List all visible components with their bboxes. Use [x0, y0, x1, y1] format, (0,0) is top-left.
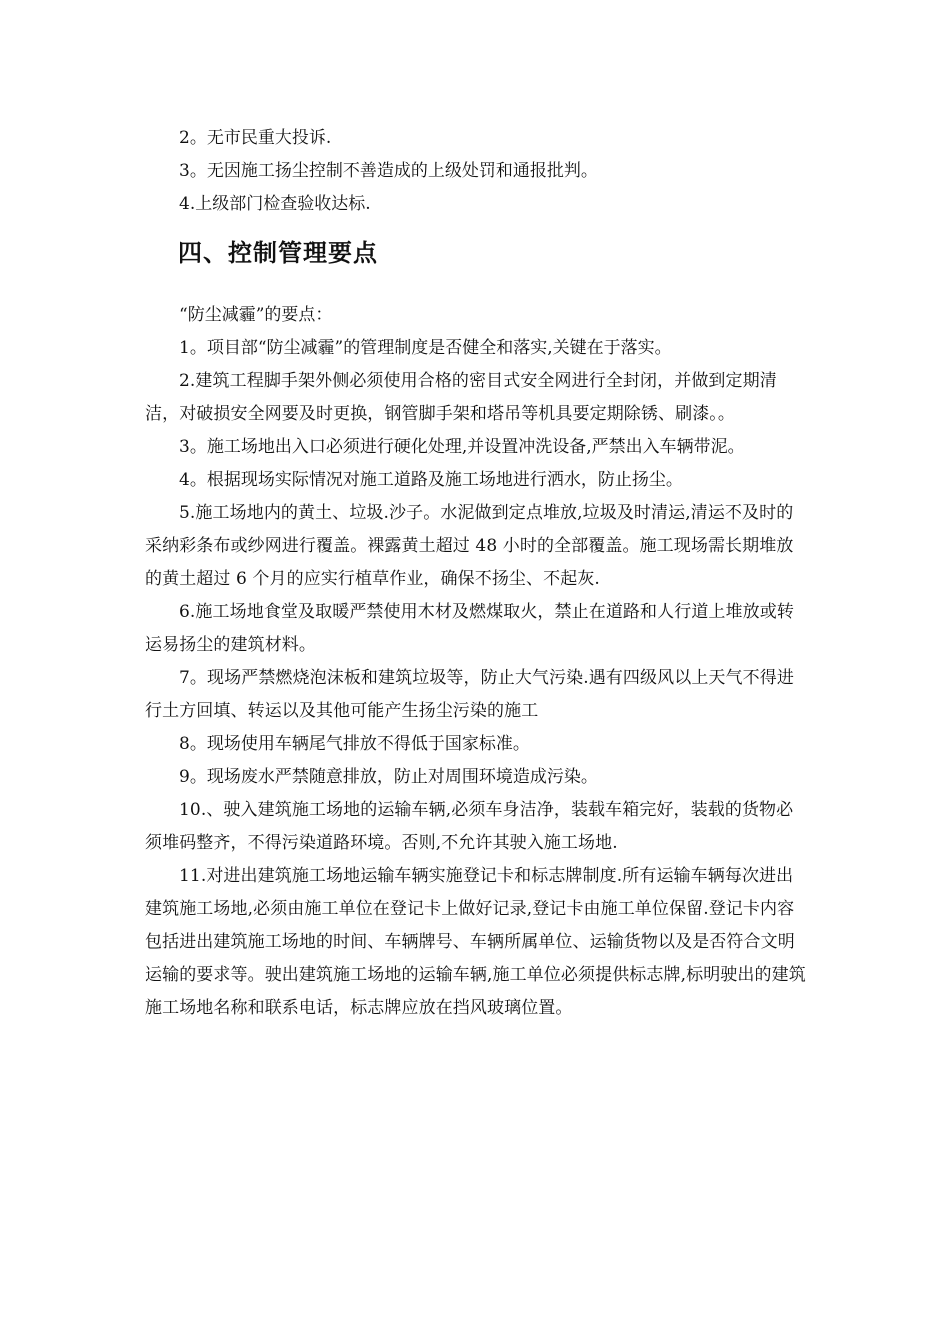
requirement-item-4: 4.上级部门检查验收达标. [179, 194, 371, 214]
control-point-11: 11.对进出建筑施工场地运输车辆实施登记卡和标志牌制度.所有运输车辆每次进出建筑施工场地,必须由施工单位在登记卡上做好记录,登记卡由施工单位保留.登记卡内容包括进出建筑施工场地的时间、车辆牌号、车辆所属单位、运输货物以及是否符合文明运输的要求等。驶出建筑施工场地的运输车辆,施工单位必须提供标志牌,标明驶出的建筑施工场地名称和联系电话，标志牌应放在挡风玻璃位置。 [145, 866, 806, 1018]
control-point-9: 9。现场废水严禁随意排放，防止对周围环境造成污染。 [179, 767, 598, 787]
control-point-5: 5.施工场地内的黄土、垃圾.沙子。水泥做到定点堆放,垃圾及时清运,清运不及时的采纳彩条布或纱网进行覆盖。裸露黄土超过 48 小时的全部覆盖。施工现场需长期堆放的黄土超过 6 个月的应实行植草作业，确保不扬尘、不起灰. [145, 503, 794, 589]
control-point-4: 4。根据现场实际情况对施工道路及施工场地进行洒水，防止扬尘。 [179, 470, 683, 490]
points-intro: “防尘减霾”的要点： [179, 305, 333, 325]
requirement-item-3: 3。无因施工扬尘控制不善造成的上级处罚和通报批判。 [179, 161, 598, 181]
control-point-10: 10.、驶入建筑施工场地的运输车辆,必须车身洁净，装载车箱完好，装载的货物必须堆码整齐，不得污染道路环境。否则,不允许其驶入施工场地. [145, 800, 794, 853]
requirement-item-2: 2。无市民重大投诉. [179, 128, 332, 148]
control-point-8: 8。现场使用车辆尾气排放不得低于国家标准。 [179, 734, 530, 754]
control-point-6: 6.施工场地食堂及取暖严禁使用木材及燃煤取火，禁止在道路和人行道上堆放或转运易扬尘的建筑材料。 [145, 602, 794, 655]
document-content [145, 122, 810, 1025]
control-point-1: 1。项目部“防尘减霾”的管理制度是否健全和落实,关键在于落实。 [179, 338, 672, 358]
section-heading: 四、控制管理要点 [178, 239, 378, 267]
control-point-7: 7。现场严禁燃烧泡沫板和建筑垃圾等，防止大气污染.遇有四级风以上天气不得进行土方回填、转运以及其他可能产生扬尘污染的施工 [145, 668, 794, 721]
control-point-3: 3。施工场地出入口必须进行硬化处理,并设置冲洗设备,严禁出入车辆带泥。 [179, 437, 745, 457]
control-point-2: 2.建筑工程脚手架外侧必须使用合格的密目式安全网进行全封闭，并做到定期清洁，对破损安全网要及时更换，钢管脚手架和塔吊等机具要定期除锈、刷漆。。 [145, 371, 777, 424]
